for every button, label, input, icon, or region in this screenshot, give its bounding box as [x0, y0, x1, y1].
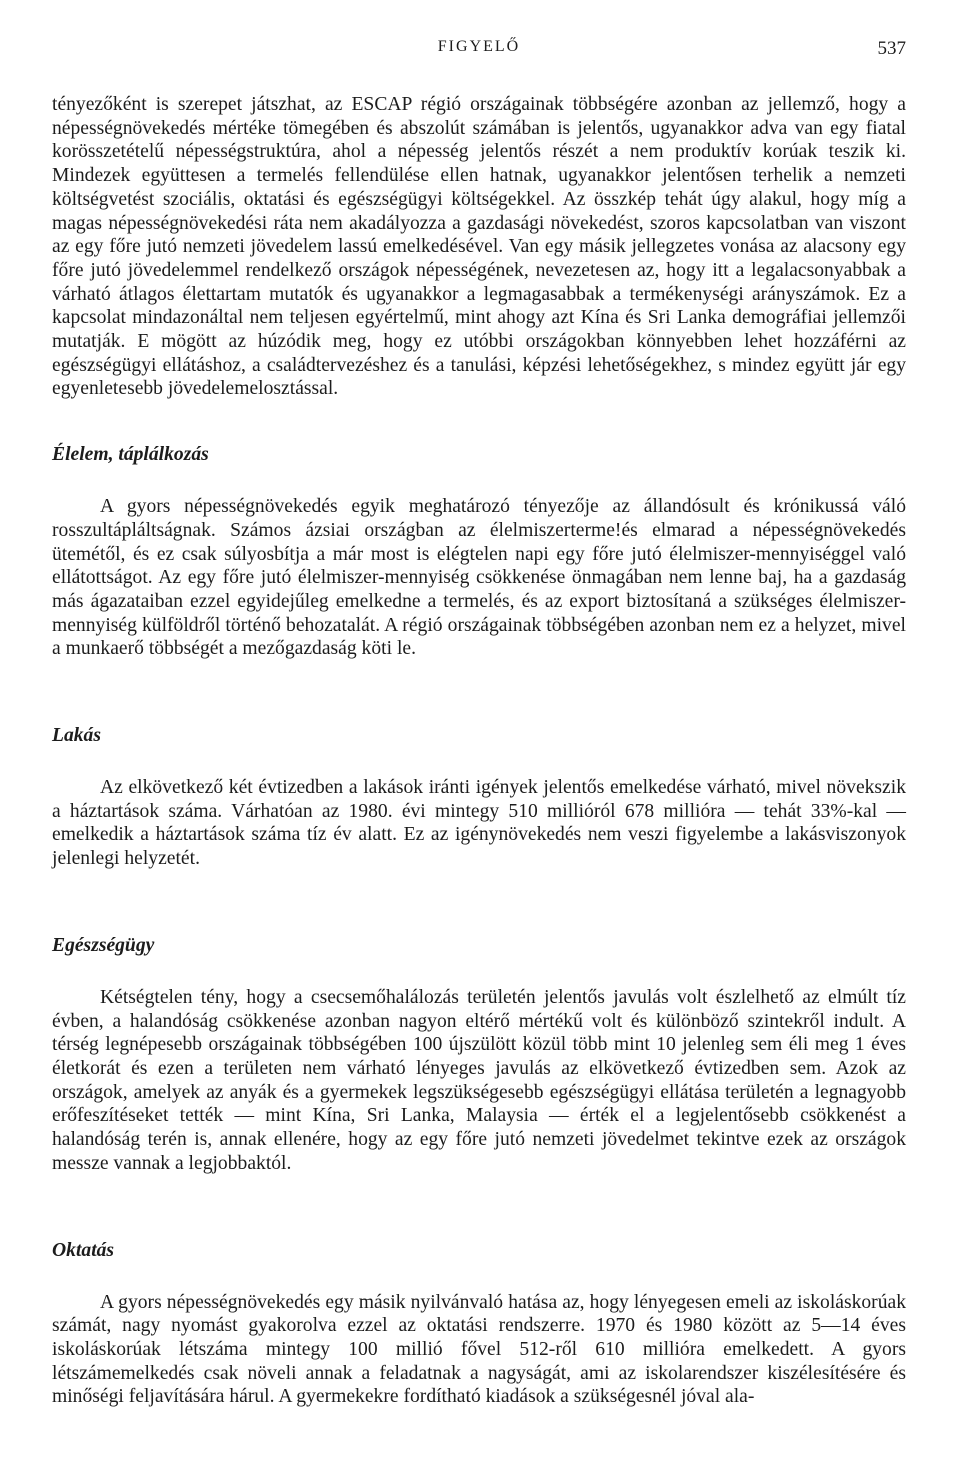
section-heading-egeszsegugy: Egészségügy	[52, 934, 155, 956]
section-paragraph-oktatas: A gyors népességnövekedés egy másik nyilvánvaló hatása az, hogy lényegesen emeli az iskoláskorúak számát, nagy nyomást gyakorolva ezzel az oktatási rendszerre. 1970 és 1980 között az 5—14 éves iskoláskorúak létszáma mintegy 100 millió fővel 512-ről 610 millióra emelkedett. A gyors létszámemelkedés csak növeli annak a feladatnak a nagyságát, ami az iskolarendszer kiszélesítésére és minőségi feljavítására hárul. A gyermekekre fordítható kiadások a szükségesnél jóval ala-	[52, 1291, 906, 1408]
section-heading-elelem: Élelem, táplálkozás	[52, 444, 209, 466]
journal-page	[52, 0, 906, 1484]
section-heading-lakas: Lakás	[52, 725, 101, 747]
section-heading-oktatas: Oktatás	[52, 1239, 115, 1261]
running-title: FIGYELŐ	[437, 38, 521, 55]
article-body	[52, 93, 906, 1409]
intro-paragraph: tényezőként is szerepet játszhat, az ESCAP régió országainak többségére azonban az jellemző, hogy a népességnövekedés mértéke tömegében és abszolút számában is jelentős, ugyanakkor adva van egy fiatal korösszetételű népességstruktúra, ahol a népesség jelentős részét a nem produktív korúak teszik ki. Mindezek együttesen a termelés fellendülése ellen hatnak, ugyanakkor jelentősen terhelik a nemzeti költségvetést szociális, oktatási és egészségügyi költségekkel. Az összkép tehát úgy alakul, hogy míg a magas népességnövekedési ráta nem akadályozza a gazdasági növekedést, szoros kapcsolatban van viszont az egy főre jutó nemzeti jövedelem lassú emelkedésével. Van egy másik jellegzetes vonása az alacsony egy főre jutó jövedelemmel rendelkező országok népességének, nevezetesen az, hogy itt a legalacsonyabbak a várható átlagos élettartam mutatók és ugyanakkor a legmagasabbak a termékenységi arányszámok. Ez a kapcsolat mindazonáltal nem teljesen egyértelmű, mint ahogy azt Kína és Sri Lanka demográfiai jellemzői mutatják. E mögött az húzódik meg, hogy ez utóbbi országokban könnyebben lehet hozzáférni az egészségügyi ellátáshoz, a családtervezéshez és a tanulási, képzési lehetőségekhez, s mindez együtt jár egy egyenletesebb jövedelemelosztással.	[52, 94, 906, 400]
section-paragraph-lakas: Az elkövetkező két évtizedben a lakások iránti igények jelentős emelkedése várható, mivel növekszik a háztartások száma. Várhatóan az 1980. évi mintegy 510 millióról 678 millióra — tehát 33%-kal — emelkedik a háztartások száma tíz év alatt. Ez az igénynövekedés nem veszi figyelembe a lakásviszonyok jelenlegi helyzetét.	[52, 777, 906, 870]
section-paragraph-egeszsegugy: Kétségtelen tény, hogy a csecsemőhalálozás területén jelentős javulás volt észlelhető az elmúlt tíz évben, a halandóság csökkenése azonban nagyon eltérő mértékű volt és különböző szintekről indult. A térség legnépesebb országainak többségében 100 újszülött közül több mint 10 jelenleg sem éli meg 1 éves életkorát és ezen a területen nem várható lényeges javulás az elkövetkező évtizedben sem. Azok az országok, amelyek az anyák és a gyermekek legszükségesebb egészségügyi ellátása területén a legnagyobb erőfeszítéseket tették — mint Kína, Sri Lanka, Malaysia — érték el a legjelentősebb csökkenést a halandóság terén is, annak ellenére, hogy az egy főre jutó nemzeti jövedelmet tekintve ezek az országok messze vannak a legjobbaktól.	[52, 986, 906, 1174]
page-number: 537	[877, 38, 906, 59]
section-paragraph-elelem: A gyors népességnövekedés egyik meghatározó tényezője az állandósult és krónikussá váló rosszultápláltságnak. Számos ázsiai országban az élelmiszerterme!és elmarad a népességnövekedés ütemétől, és ez csak súlyosbítja a már most is elégtelen napi egy főre jutó élelmiszer-mennyiséggel való ellátottságot. Az egy főre jutó élelmiszer-mennyiség csökkenése önmagában nem lenne baj, ha a gazdaság más ágazataiban ezzel egyidejűleg emelkedne a termelés, és az export biztosítaná a szükséges élelmiszer-mennyiség külföldről történő behozatalát. A régió országainak többségében azonban nem ez a helyzet, mivel a munkaerő többségét a mezőgazdaság köti le.	[52, 496, 906, 660]
running-head	[52, 38, 906, 66]
